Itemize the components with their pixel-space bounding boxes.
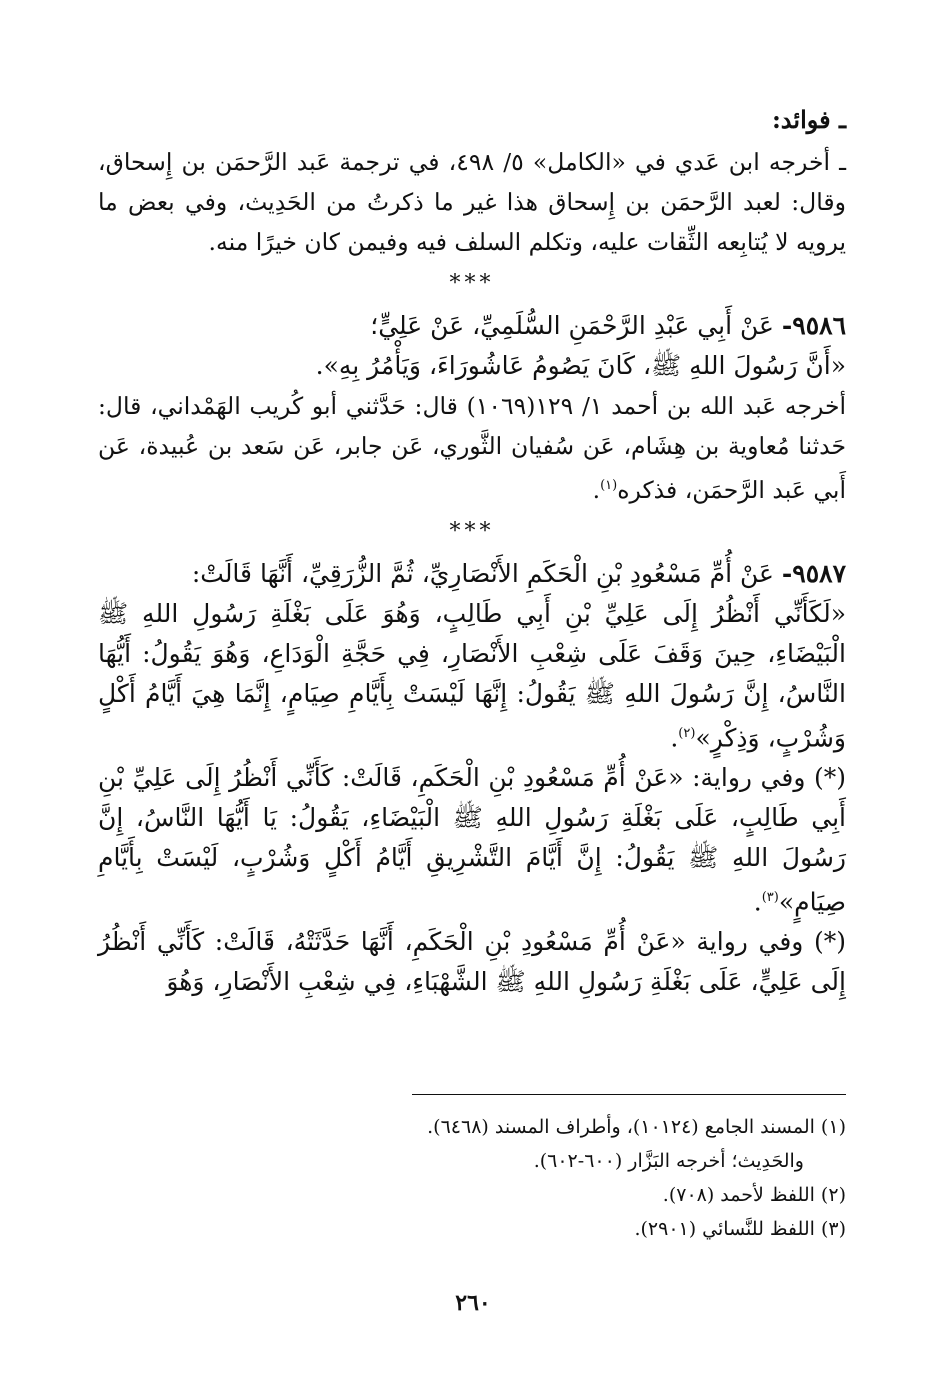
footnote-1: (١) المسند الجامع (١٠١٢٤)، وأطراف المسند (٦٤٦٨). — [427, 1116, 846, 1138]
separator-stars: *** — [449, 271, 495, 296]
riwaya-2: (*) وفي رواية «عَنْ أُمِّ مَسْعُودِ بْنِ الْحَكَمِ، أَنَّهَا حَدَّثَتْهُ، قَالَتْ: كَأَنِّي أَنْظُرُ إِلَى عَلِيٍّ، عَلَى بَغْلَةِ رَسُولِ اللهِ ﷺ الشَّهْبَاءِ، فِي شِعْبِ الأَنْصَارِ، وَهُوَ — [98, 927, 846, 997]
isnad-text-2: عَنْ أُمِّ مَسْعُودِ بْنِ الْحَكَمِ الأَنْصَارِيِّ، ثُمَّ الزُّرَقِيِّ، أَنَّهَا قَالَتْ: — [191, 558, 774, 588]
footnote-2: (٢) اللفظ لأحمد (٧٠٨). — [662, 1184, 846, 1206]
riwaya-1: (*) وفي رواية: «عَنْ أُمِّ مَسْعُودِ بْنِ الْحَكَمِ، قَالَتْ: كَأَنِّي أَنْظُرُ إِلَى عَلِيِّ بْنِ أَبِي طَالِبٍ، عَلَى بَغْلَةِ رَسُولِ اللهِ ﷺ الْبَيْضَاءِ، يَقُولُ: يَا أَيُّهَا النَّاسُ، إِنَّ رَسُولَ اللهِ ﷺ يَقُولُ: إِنَّ أَيَّامَ التَّشْرِيقِ أَيَّامُ أَكْلٍ وَشُرْبٍ، لَيْسَتْ بِأَيَّامِ صِيَامٍ»$^{(٣)}$. — [98, 763, 846, 917]
riwaya-1-text: (*) وفي رواية: «عَنْ أُمِّ مَسْعُودِ بْنِ الْحَكَمِ، قَالَتْ: كَأَنِّي أَنْظُرُ إِلَى عَلِيِّ بْنِ أَبِي طَالِبٍ، عَلَى بَغْلَةِ رَسُولِ اللهِ ﷺ الْبَيْضَاءِ، يَقُولُ: يَا أَيُّهَا النَّاسُ، إِنَّ رَسُولَ اللهِ ﷺ يَقُولُ: إِنَّ أَيَّامَ التَّشْرِيقِ أَيَّامُ أَكْلٍ وَشُرْبٍ، لَيْسَتْ بِأَيَّامِ صِيَامٍ» — [98, 763, 846, 917]
hadith-9586-matn: «أَنَّ رَسُولَ اللهِ ﷺ، كَانَ يَصُومُ عَاشُورَاءَ، وَيَأْمُرُ بِهِ». — [315, 351, 846, 380]
footnote-ref-3: (٣) — [761, 890, 779, 906]
isnad-text: عَنْ أَبِي عَبْدِ الرَّحْمَنِ السُّلَمِيِّ، عَنْ عَلِيٍّ؛ — [370, 311, 774, 340]
hadith-9586-takhrij — [98, 386, 846, 510]
hadith-9586-isnad — [98, 306, 846, 346]
period: . — [592, 475, 601, 504]
hadith-number: ٩٥٨٦- — [781, 311, 846, 340]
takhrij-text: أخرجه عَبد الله بن أحمد ١/ ١٢٩(١٠٦٩) قال: حَدَّثني أبو كُريب الهَمْداني، قال: حَدثنا مُعاوية بن هِشَام، عَن سُفيان الثَّوري، عَن جابر، عَن سَعد بن عُبيدة، عَن أَبي عَبد الرَّحمَن، فذكره — [98, 392, 847, 504]
footnote-ref-1: (١) — [600, 478, 618, 493]
footnote-separator — [412, 1094, 846, 1095]
footnotes — [98, 1110, 846, 1246]
hadith-9587-isnad — [98, 554, 846, 594]
fawaid-heading: ـ فوائد: — [771, 105, 846, 134]
separator-stars-2: *** — [449, 518, 495, 544]
footnote-3: (٣) اللفظ للنَّسائي (٢٩٠١). — [634, 1218, 846, 1240]
hadith-number-2: ٩٥٨٧- — [781, 558, 846, 588]
matn-text: «لَكَأَنِّي أَنْظُرُ إِلَى عَلِيِّ بْنِ أَبِي طَالِبٍ، وَهُوَ عَلَى بَغْلَةِ رَسُولِ اللهِ ﷺ الْبَيْضَاءِ، حِينَ وَقَفَ عَلَى شِعْبِ الأَنْصَارِ، فِي حَجَّةِ الْوَدَاعِ، وَهُوَ يَقُولُ: أَيُّهَا النَّاسُ، إِنَّ رَسُولَ اللهِ ﷺ يَقُولُ: إِنَّهَا لَيْسَتْ بِأَيَّامِ صِيَامٍ، إِنَّمَا هِيَ أَيَّامُ أَكْلٍ وَشُرْبٍ، وَذِكْرٍ» — [98, 598, 846, 753]
page-number: ٢٦٠ — [455, 1290, 491, 1316]
hadith-9587-matn: «لَكَأَنِّي أَنْظُرُ إِلَى عَلِيِّ بْنِ أَبِي طَالِبٍ، وَهُوَ عَلَى بَغْلَةِ رَسُولِ اللهِ ﷺ الْبَيْضَاءِ، حِينَ وَقَفَ عَلَى شِعْبِ الأَنْصَارِ، فِي حَجَّةِ الْوَدَاعِ، وَهُوَ يَقُولُ: أَيُّهَا النَّاسُ، إِنَّ رَسُولَ اللهِ ﷺ يَقُولُ: إِنَّهَا لَيْسَتْ بِأَيَّامِ صِيَامٍ، إِنَّمَا هِيَ أَيَّامُ أَكْلٍ وَشُرْبٍ، وَذِكْرٍ»$^{(٢)}$. — [98, 598, 846, 753]
footnote-ref-2: (٢) — [678, 725, 696, 741]
page-body — [98, 100, 846, 1002]
footnote-1-cont: والحَدِيث؛ أخرجه البَزَّار (٦٠٠-٦٠٢). — [533, 1150, 804, 1172]
fawaid-text: ـ أخرجه ابن عَدي في «الكامل» ٥/ ٤٩٨، في ترجمة عَبد الرَّحمَن بن إِسحاق، وقال: لعبد الرَّحمَن بن إِسحاق هذا غير ما ذكرتُ من الحَدِيث، وفي بعض ما يرويه لا يُتابِعه الثِّقات عليه، وتكلم السلف فيه وفيمن كان خيرًا منه. — [98, 148, 847, 256]
